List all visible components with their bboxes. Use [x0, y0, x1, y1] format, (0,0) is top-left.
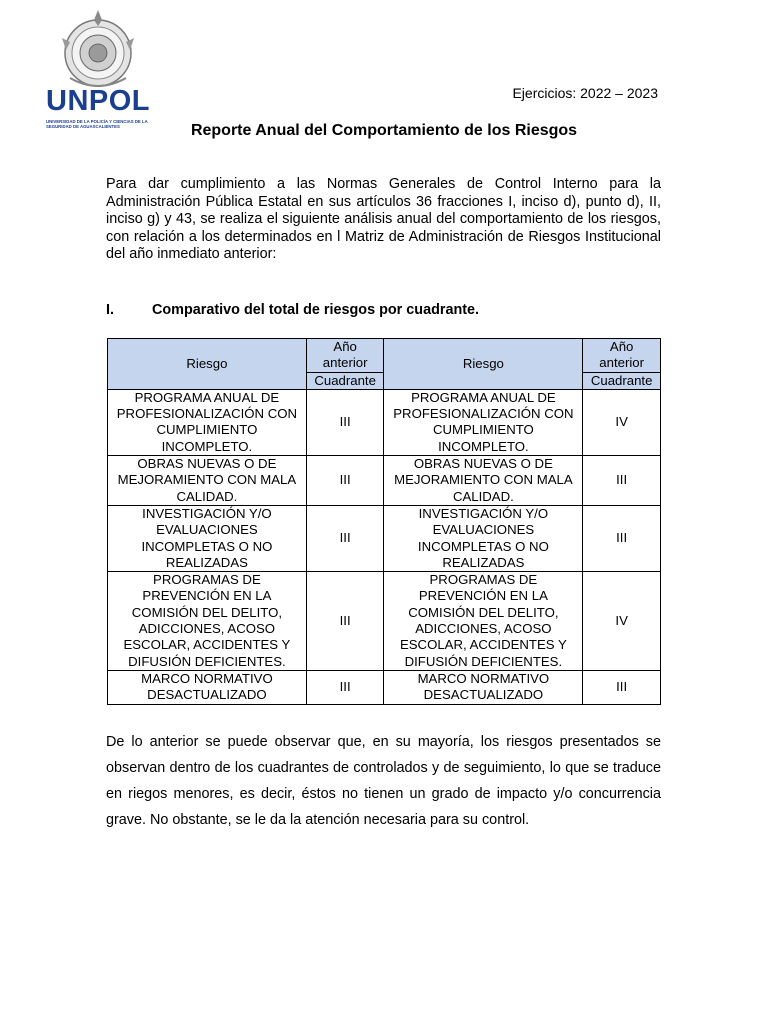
header-quadrant-prev: Cuadrante — [306, 372, 384, 389]
table-row — [108, 456, 661, 506]
quadrant-prev-cell: III — [306, 389, 384, 455]
risk-curr-cell: INVESTIGACIÓN Y/O EVALUACIONES INCOMPLETAS O NO REALIZADAS — [384, 505, 583, 571]
risk-prev-cell: OBRAS NUEVAS O DE MEJORAMIENTO CON MALA CALIDAD. — [108, 456, 307, 506]
document-title: Reporte Anual del Comportamiento de los Riesgos — [190, 122, 578, 139]
header-year-prev: Año anterior — [306, 339, 384, 373]
quadrant-prev-cell: III — [306, 505, 384, 571]
quadrant-curr-cell: III — [583, 456, 661, 506]
table-row — [108, 670, 661, 704]
conclusion-paragraph: De lo anterior se puede observar que, en su mayoría, los riesgos presentados se observan dentro de los cuadrantes de controlados y de seguimiento, lo que se traduce en riegos menores, es decir, éstos no tienen un grado de impacto y/o concurrencia grave. No obstante, se le da la atención necesaria para su control. — [106, 734, 661, 828]
logo-subtext: UNIVERSIDAD DE LA POLICÍA Y CIENCIAS DE LA SEGURIDAD DE AGUASCALIENTES — [46, 119, 148, 129]
risk-curr-cell: OBRAS NUEVAS O DE MEJORAMIENTO CON MALA CALIDAD. — [384, 456, 583, 506]
quadrant-prev-cell: III — [306, 670, 384, 704]
risk-curr-cell: PROGRAMAS DE PREVENCIÓN EN LA COMISIÓN DEL DELITO, ADICCIONES, ACOSO ESCOLAR, ACCIDENTES Y DIFUSIÓN DEFICIENTES. — [384, 572, 583, 671]
quadrant-curr-cell: III — [583, 505, 661, 571]
header-risk-prev: Riesgo — [108, 339, 307, 390]
intro-paragraph: Para dar cumplimiento a las Normas Generales de Control Interno para la Administración Pública Estatal en sus artículos 36 fracciones I, inciso d), punto d), II, inciso g) y 43, se realiza el siguiente análisis anual del comportamiento de los riesgos, con relación a los determinados en l Matriz de Administración de Riesgos Institucional del año inmediato anterior: — [106, 176, 661, 263]
header-year-curr: Año anterior — [583, 339, 661, 373]
risk-curr-cell: MARCO NORMATIVO DESACTUALIZADO — [384, 670, 583, 704]
header-quadrant-curr: Cuadrante — [583, 372, 661, 389]
table-row — [108, 389, 661, 455]
risk-prev-cell: PROGRAMA ANUAL DE PROFESIONALIZACIÓN CON CUMPLIMIENTO INCOMPLETO. — [108, 389, 307, 455]
header-risk-curr: Riesgo — [384, 339, 583, 390]
quadrant-prev-cell: III — [306, 456, 384, 506]
table-row — [108, 505, 661, 571]
logo-wordmark: UNPOL — [46, 85, 150, 117]
risk-curr-cell: PROGRAMA ANUAL DE PROFESIONALIZACIÓN CON CUMPLIMIENTO INCOMPLETO. — [384, 389, 583, 455]
quadrant-curr-cell: IV — [583, 572, 661, 671]
quadrant-curr-cell: III — [583, 670, 661, 704]
exercise-years: Ejercicios: 2022 – 2023 — [512, 85, 658, 101]
quadrant-curr-cell: IV — [583, 389, 661, 455]
risk-comparison-table — [107, 338, 661, 705]
unpol-logo — [40, 8, 156, 134]
section-number: I. — [106, 302, 114, 318]
risk-prev-cell: INVESTIGACIÓN Y/O EVALUACIONES INCOMPLETAS O NO REALIZADAS — [108, 505, 307, 571]
section-title: Comparativo del total de riesgos por cuadrante. — [152, 302, 480, 318]
section-heading — [106, 302, 661, 318]
quadrant-prev-cell: III — [306, 572, 384, 671]
risk-prev-cell: PROGRAMAS DE PREVENCIÓN EN LA COMISIÓN DEL DELITO, ADICCIONES, ACOSO ESCOLAR, ACCIDENTES Y DIFUSIÓN DEFICIENTES. — [108, 572, 307, 671]
risk-prev-cell: MARCO NORMATIVO DESACTUALIZADO — [108, 670, 307, 704]
shield-seal-icon — [40, 8, 156, 88]
table-row — [108, 572, 661, 671]
